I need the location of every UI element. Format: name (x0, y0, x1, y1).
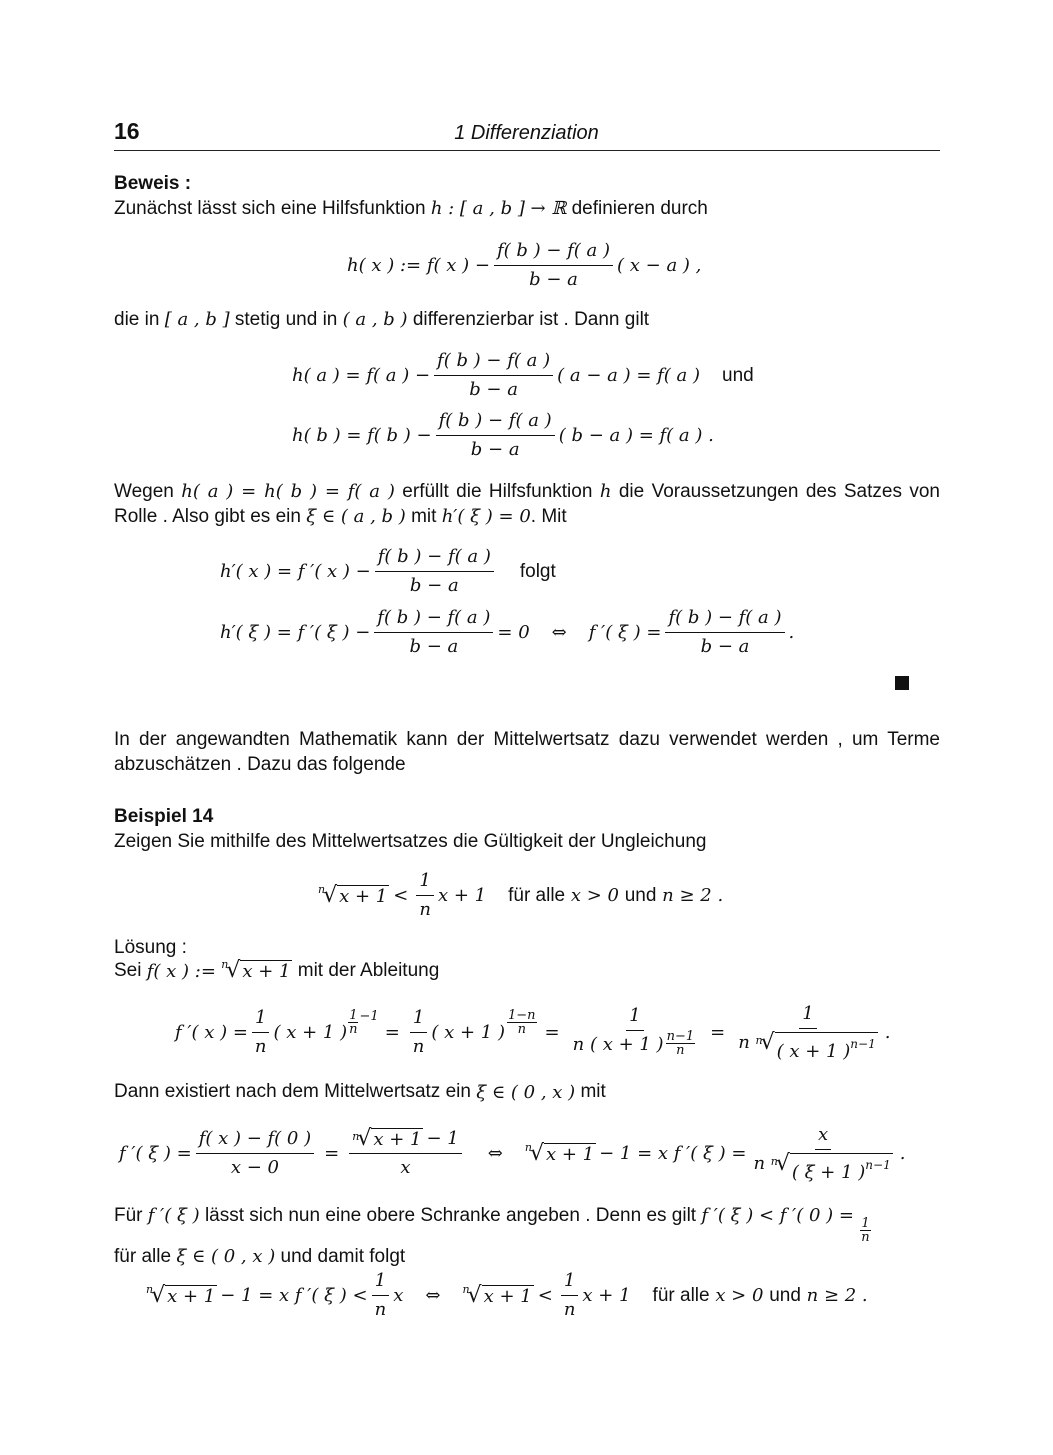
exponent: n−1 (850, 1037, 876, 1051)
text: Sei (114, 960, 142, 981)
root-index: n (770, 1155, 778, 1168)
eq-part: = 0 (497, 622, 530, 643)
equation-derivative (175, 1003, 890, 1062)
proof-heading: Beweis : (114, 173, 192, 194)
radical-sign-icon: √ (467, 1282, 482, 1308)
solution-sei-line (114, 960, 439, 982)
fraction (434, 350, 553, 401)
text: erfüllt die Hilfsfunktion (402, 481, 593, 502)
numerator: 1 (252, 1007, 269, 1033)
numerator: x (815, 1124, 831, 1150)
math-inline: f ′( ξ ) (147, 1205, 200, 1226)
eq-part: f ′( x ) = (175, 1022, 248, 1043)
inequality-statement (318, 870, 723, 921)
eq-part: ( b − a ) = f( a ) . (558, 425, 714, 446)
radicand: x + 1 (373, 1129, 422, 1150)
fraction (570, 1005, 700, 1061)
eq-part: h( x ) := f( x ) − (347, 255, 490, 276)
equation-h-prime-xi (220, 607, 794, 658)
root-index: n (524, 1140, 532, 1154)
math-inline: ( a , b ) (342, 309, 408, 330)
denominator: b − a (469, 379, 518, 400)
proof-line-stetig (114, 309, 649, 331)
fraction (665, 607, 784, 658)
equation-hilfsfunktion (347, 240, 701, 291)
denominator: n (254, 1036, 267, 1057)
fraction (410, 1007, 428, 1058)
math-inline: ξ ∈ ( 0 , x ) (176, 1246, 276, 1267)
nth-root (771, 1153, 893, 1183)
text: lässt sich nun eine obere Schranke angeben . Denn es gilt (204, 1205, 697, 1226)
eq-part: x + 1 (582, 1285, 631, 1306)
fraction (348, 1009, 358, 1036)
proof-intro-text: Zunächst lässt sich eine Hilfsfunktion (114, 198, 426, 219)
math-inline: h( a ) = h( b ) = f( a ) (181, 481, 395, 502)
eq-part: . (788, 622, 795, 643)
numerator: f( b ) − f( a ) (494, 240, 613, 266)
eq-part: < (537, 1285, 553, 1306)
eq-part: n ≥ 2 . (806, 1285, 868, 1306)
root-index: n (462, 1282, 470, 1296)
text: differenzierbar ist . Dann gilt (412, 309, 650, 330)
denominator (735, 1029, 881, 1062)
radicand: x + 1 (167, 1285, 216, 1307)
fraction (561, 1270, 579, 1321)
equivalence-symbol: ⇔ (551, 622, 567, 643)
numerator: 1 (799, 1003, 816, 1029)
fraction (735, 1003, 881, 1062)
text: für alle (114, 1246, 172, 1267)
eq-part: = (544, 1022, 560, 1043)
example-task: Zeigen Sie mithilfe des Mittelwertsatzes die Gültigkeit der Ungleichung (114, 831, 707, 852)
fraction (494, 240, 613, 291)
denominator: n (419, 899, 431, 920)
eq-part: h′( ξ ) = f ′( ξ ) − (220, 622, 371, 643)
eq-part: h( b ) = f( b ) − (292, 425, 432, 446)
radicand-base: ( ξ + 1 ) (791, 1162, 866, 1183)
text: und damit folgt (280, 1246, 406, 1267)
denominator: x − 0 (230, 1157, 279, 1178)
root-index: n (755, 1034, 763, 1047)
math-inline: h (599, 481, 612, 502)
numerator: f( b ) − f( a ) (436, 410, 555, 436)
numerator: 1 (561, 1270, 578, 1296)
radical-sign-icon: √ (775, 1151, 790, 1176)
equation-mittelwert (119, 1124, 905, 1183)
eq-part: x (393, 1285, 404, 1306)
eq-word: für alle (508, 884, 566, 906)
eq-part: n (753, 1153, 766, 1174)
eq-part: − 1 = x f ′( ξ ) < (220, 1285, 368, 1306)
root-index: n (318, 882, 326, 896)
eq-part: − 1 (426, 1128, 459, 1149)
eq-part: = (324, 1143, 340, 1164)
numerator: f( b ) − f( a ) (434, 350, 553, 376)
fraction (750, 1124, 895, 1183)
text: mit der Ableitung (297, 960, 440, 981)
numerator: f( b ) − f( a ) (665, 607, 784, 633)
eq-part: = (384, 1022, 400, 1043)
solution-mittelwert-line (114, 1081, 606, 1103)
eq-part: ( x + 1 ) (431, 1022, 505, 1043)
chapter-title: 1 Differenziation (454, 122, 599, 144)
equation-h-a (292, 350, 754, 401)
denominator: b − a (700, 636, 750, 657)
radical-sign-icon: √ (323, 882, 338, 908)
denominator: x (400, 1157, 411, 1178)
numerator: 1 (626, 1005, 643, 1031)
fraction (860, 1217, 870, 1244)
math-inline: f( x ) := (146, 960, 216, 982)
numerator: f( x ) − f( 0 ) (196, 1128, 314, 1154)
denominator: n (861, 1230, 870, 1245)
exponent-fraction (666, 1030, 696, 1057)
fraction (372, 1270, 390, 1321)
fraction (196, 1128, 314, 1179)
radicand: x + 1 (545, 1143, 595, 1165)
eq-word: für alle (652, 1284, 710, 1306)
fraction (252, 1007, 270, 1058)
equation-h-b (292, 410, 714, 461)
radicand: x + 1 (339, 885, 388, 907)
denominator: b − a (529, 269, 578, 290)
proof-intro (114, 198, 708, 220)
text: Für (114, 1205, 143, 1226)
root-index: n (352, 1130, 360, 1143)
root-index: n (146, 1282, 154, 1296)
nth-root (756, 1032, 878, 1062)
denominator: n (676, 1042, 685, 1058)
math-inline: f ′( ξ ) < f ′( 0 ) = (701, 1205, 854, 1226)
eq-word: und (722, 364, 754, 386)
eq-word: folgt (519, 560, 556, 582)
eq-part: ( x + 1 ) (273, 1022, 348, 1043)
eq-part: − 1 = x f ′( ξ ) = (599, 1143, 747, 1164)
radical-sign-icon: √ (529, 1140, 544, 1166)
exponent-fraction (507, 1009, 537, 1036)
radical-sign-icon: √ (226, 958, 241, 983)
eq-part: −1 (359, 1009, 379, 1024)
nth-root (146, 1282, 217, 1308)
denominator (570, 1028, 700, 1061)
exponent: n−1 (865, 1158, 891, 1172)
numerator: 1 (416, 870, 433, 896)
fraction (416, 870, 434, 921)
numerator: f( b ) − f( a ) (374, 607, 493, 633)
eq-part: x > 0 (715, 1285, 764, 1306)
denominator: n (374, 1299, 387, 1320)
proof-intro-text2: definieren durch (571, 198, 708, 219)
radical-sign-icon: √ (151, 1282, 166, 1308)
numerator: 1 (410, 1007, 427, 1033)
eq-part: . (899, 1143, 906, 1164)
numerator: 1 (861, 1216, 870, 1231)
fraction (349, 1128, 462, 1179)
nth-root (524, 1140, 596, 1166)
denominator: n (517, 1022, 526, 1037)
math-inline: ξ ∈ ( 0 , x ) (476, 1081, 576, 1103)
text: die Voraussetzungen des Satzes von Rolle . Also gibt es ein (114, 481, 940, 527)
nth-root (318, 882, 389, 908)
eq-part: . (884, 1022, 891, 1043)
text: . Mit (530, 506, 567, 527)
eq-part: f ′( ξ ) = (119, 1143, 192, 1164)
header-rule (114, 150, 940, 151)
eq-part: n ( x + 1 ) (572, 1033, 664, 1055)
math-inline: [ a , b ] (164, 309, 230, 330)
eq-part: f ′( ξ ) = (588, 622, 662, 643)
denominator (750, 1150, 895, 1183)
text: Dann existiert nach dem Mittelwertsatz ein (114, 1081, 471, 1102)
eq-part: h( a ) = f( a ) − (292, 365, 431, 386)
eq-word: und (624, 884, 657, 906)
eq-part: n ≥ 2 . (662, 885, 724, 906)
nth-root (221, 960, 292, 982)
transition-paragraph: In der angewandten Mathematik kann der Mittelwertsatz dazu verwendet werden , um Terme abzuschätzen . Dazu das folgende (114, 729, 940, 775)
radicand: x + 1 (242, 961, 291, 982)
text: Wegen (114, 481, 174, 502)
qed-square-icon (895, 676, 909, 690)
nth-root (352, 1128, 423, 1150)
radicand-base: ( x + 1 ) (776, 1041, 851, 1062)
denominator: n (563, 1299, 576, 1320)
radicand (790, 1153, 893, 1183)
equivalence-symbol: ⇔ (487, 1143, 503, 1164)
fraction (436, 410, 555, 461)
radical-sign-icon: √ (760, 1030, 775, 1055)
numerator: f( b ) − f( a ) (375, 546, 494, 572)
math-inline: ξ ∈ ( a , b ) (306, 506, 406, 527)
root-index: n (221, 958, 229, 971)
radicand (775, 1032, 878, 1062)
radicand: x + 1 (483, 1285, 532, 1307)
text: die in (114, 309, 160, 330)
solution-heading: Lösung : (114, 937, 187, 958)
denominator: b − a (409, 575, 459, 596)
fraction (375, 546, 494, 597)
numerator: 1−n (508, 1008, 536, 1023)
text: mit (580, 1081, 606, 1102)
text: mit (411, 506, 437, 527)
eq-part: < (393, 885, 409, 906)
equation-h-prime-x (220, 546, 556, 597)
math-inline: h′( ξ ) = 0 (441, 506, 531, 527)
eq-part: ( x − a ) , (617, 255, 702, 276)
eq-part: x > 0 (570, 885, 619, 906)
example-heading: Beispiel 14 (114, 806, 214, 827)
numerator: n−1 (666, 1028, 695, 1044)
numerator (349, 1128, 462, 1154)
eq-part: h′( x ) = f ′( x ) − (220, 561, 371, 582)
eq-part: n (738, 1032, 750, 1053)
nth-root (462, 1282, 533, 1308)
denominator: b − a (470, 439, 520, 460)
math-inline: h : [ a , b ] → ℝ (430, 198, 567, 219)
page-number: 16 (114, 118, 140, 144)
exponent (347, 1009, 379, 1036)
text: stetig und in (234, 309, 338, 330)
equivalence-symbol: ⇔ (425, 1285, 441, 1306)
solution-schranke-paragraph (114, 1203, 940, 1269)
numerator: 1 (349, 1008, 358, 1023)
eq-word: und (769, 1284, 801, 1306)
denominator: n (412, 1036, 425, 1057)
eq-part: ( a − a ) = f( a ) (557, 365, 701, 386)
denominator: n (349, 1022, 358, 1037)
numerator: 1 (372, 1270, 389, 1296)
denominator: b − a (409, 636, 459, 657)
fraction (374, 607, 493, 658)
eq-part: = (710, 1022, 726, 1043)
eq-part: x + 1 (437, 885, 487, 906)
equation-final (146, 1270, 868, 1321)
radical-sign-icon: √ (357, 1126, 372, 1151)
proof-rolle-paragraph (114, 479, 940, 529)
